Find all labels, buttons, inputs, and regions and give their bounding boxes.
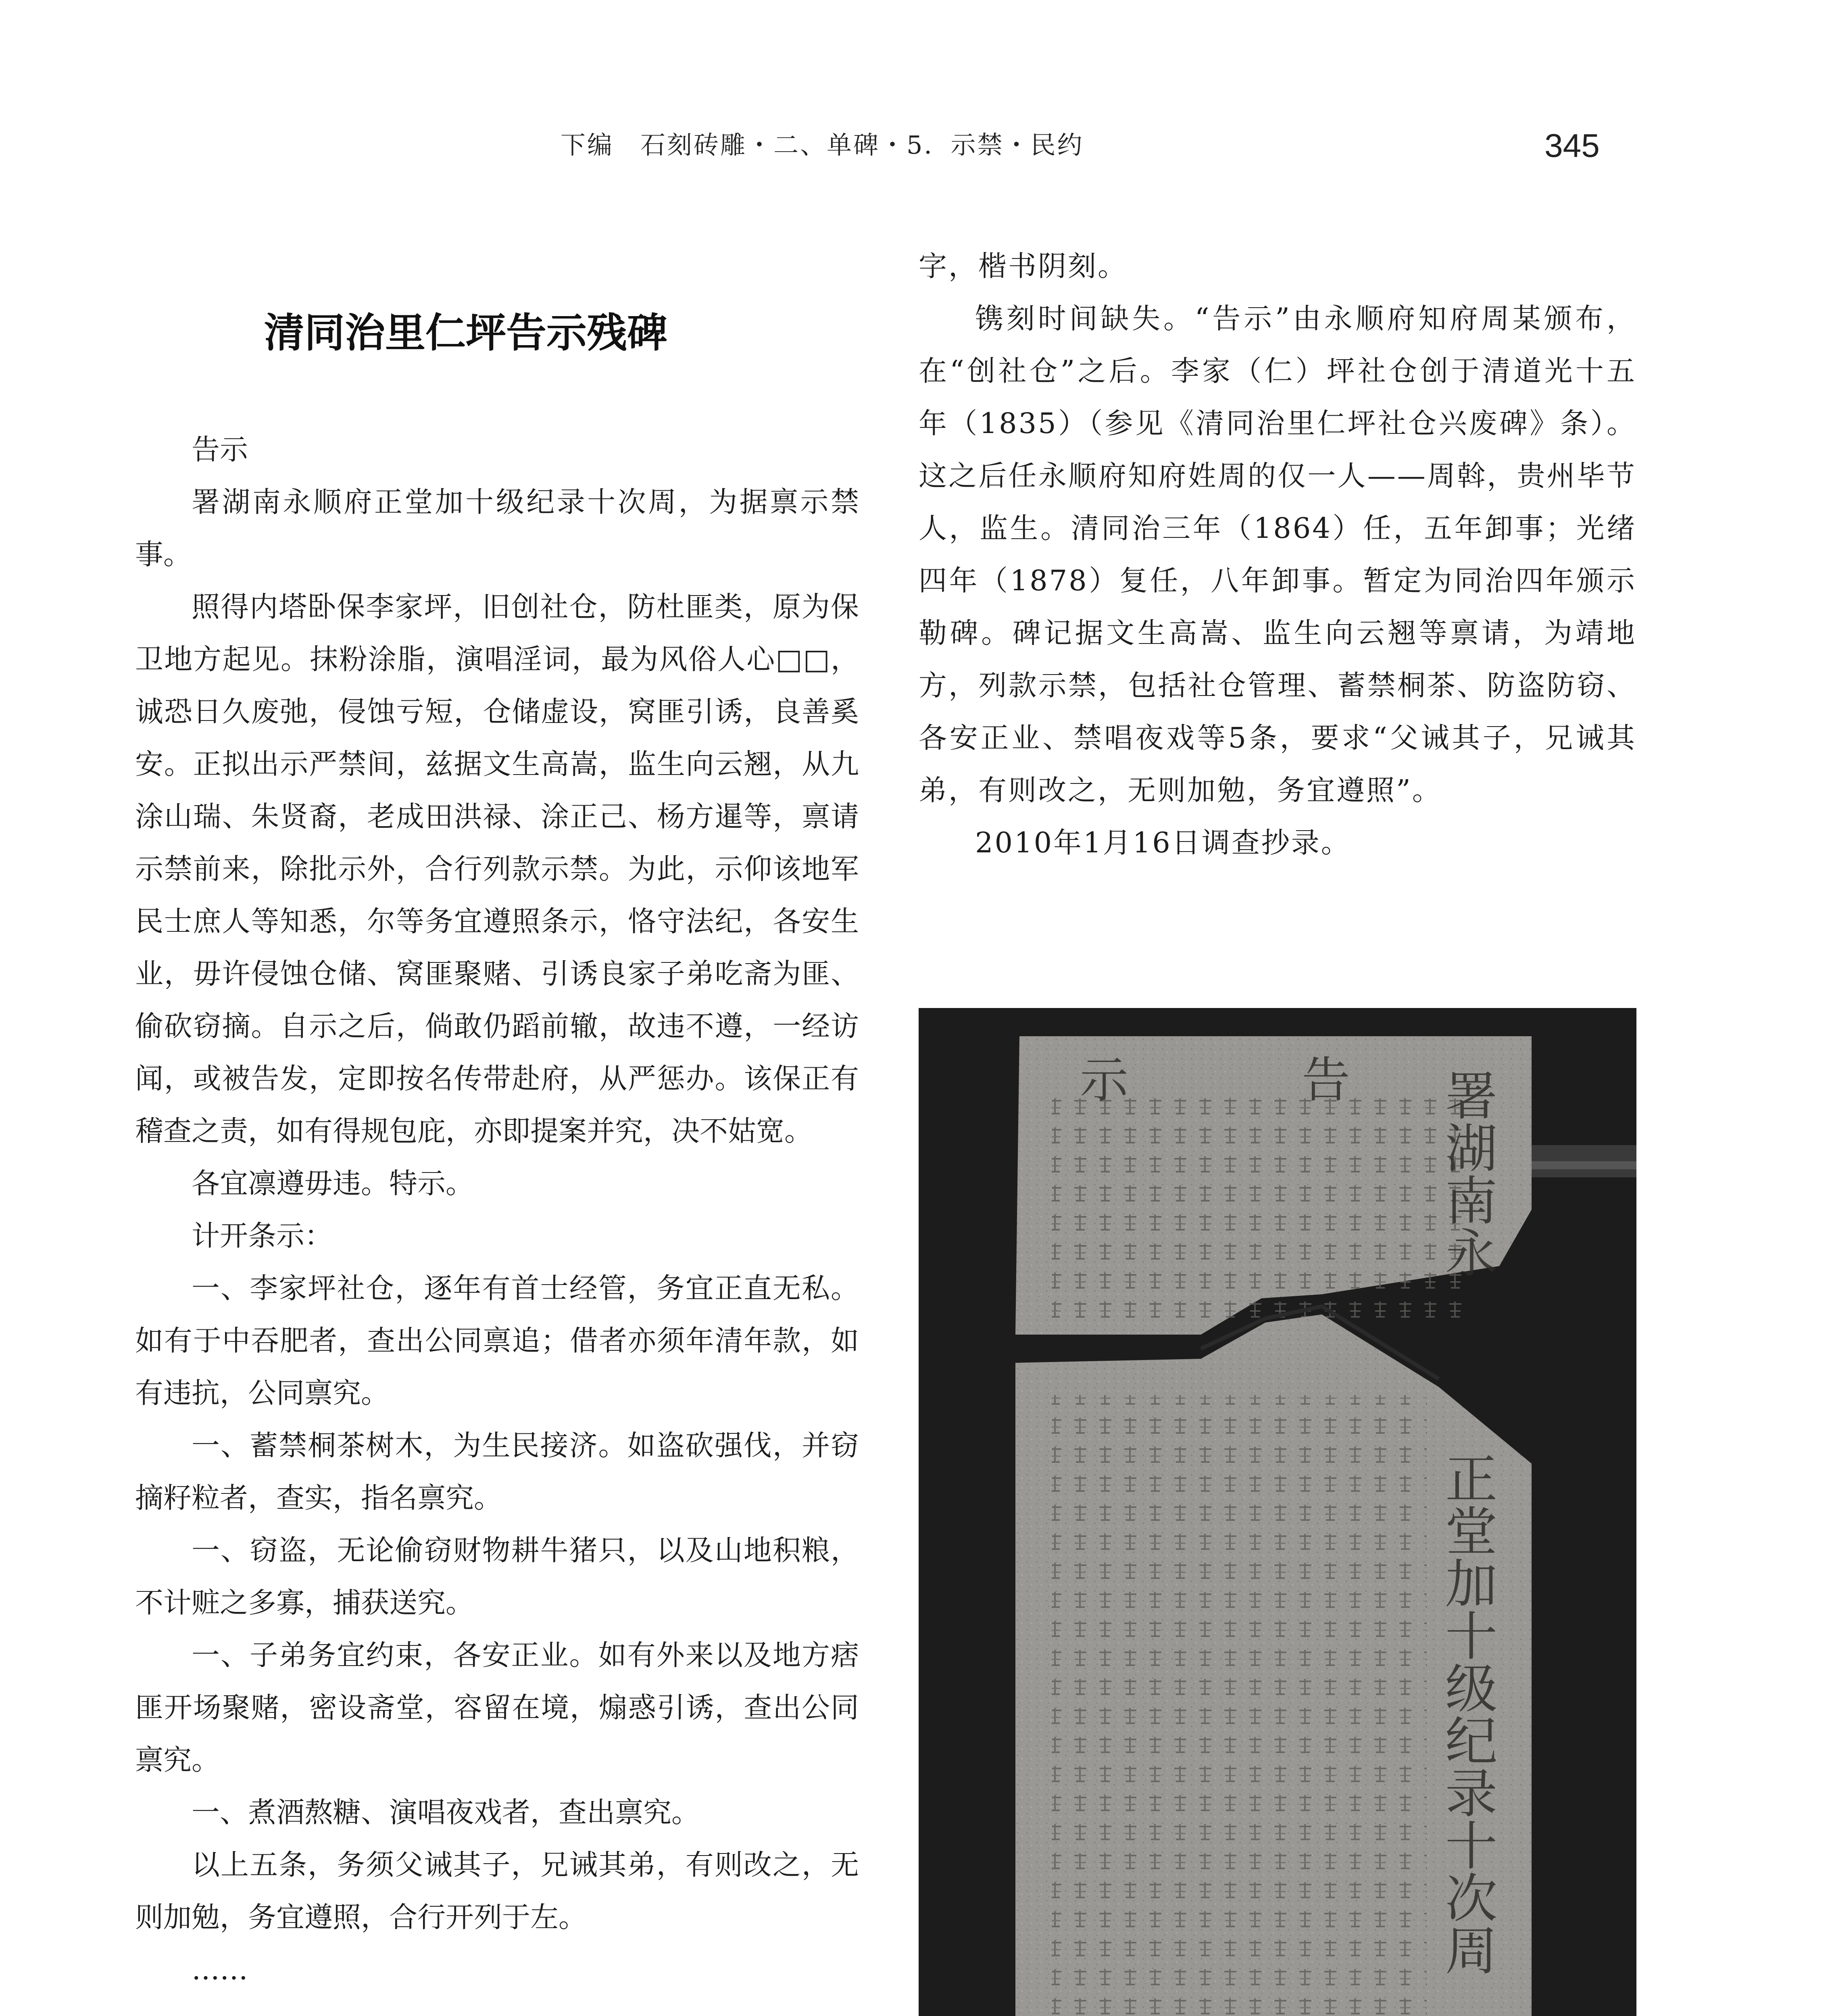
paragraph: 计开条示： — [192, 1219, 333, 1252]
survey-date: 2010年1月16日调查抄录。 — [975, 826, 1351, 859]
stele-illustration — [919, 1008, 1636, 2016]
stele-character: 署湖南永 — [1436, 1068, 1498, 1278]
stele-character: 示 — [1080, 1052, 1128, 1108]
paragraph: 照得内塔卧保李家坪，旧创社仓，防杜匪类，原为保卫地方起见。抹粉涂脂，演唱淫词，最为风俗人心□□，诚恐日久废弛，侵蚀亏短，仓储虚设，窝匪引诱，良善奚安。正拟出示严禁间，兹据文生高嵩，监生向云翘，从九涂山瑞、朱贤裔，老成田洪禄、涂正己、杨方暹等，禀请示禁前来，除批示外，合行列款示禁。为此，示仰该地军民士庶人等知悉，尔等务宜遵照条示，恪守法纪，各安生业，毋许侵蚀仓储、窝匪聚赌、引诱良家子弟吃斋为匪、偷砍窃摘。自示之后，倘敢仍蹈前辙，故违不遵，一经访闻，或被告发，定即按名传带赴府，从严惩办。该保正有稽查之责，如有得规包庇，亦即提案并究，决不姑宽。 — [135, 590, 859, 1148]
proclamation-text — [135, 423, 859, 1996]
stele-character: 正堂加十级纪录十次周 — [1436, 1452, 1498, 1976]
clause-item: 一、李家坪社仓，逐年有首士经管，务宜正直无私。如有于中吞肥者，查出公同禀追；借者亦须年清年款，如有违抗，公同禀究。 — [135, 1272, 859, 1410]
clause-item: 一、蓄禁桐茶树木，为生民接济。如盗砍强伐，并窃摘籽粒者，查实，指名禀究。 — [135, 1429, 859, 1514]
article-title: 清同治里仁坪告示残碑 — [264, 309, 667, 356]
paragraph: 镌刻时间缺失。“告示”由永顺府知府周某颁布，在“创社仓”之后。李家（仁）坪社仓创于清道光十五年（1835）（参见《清同治里仁坪社仓兴废碑》条）。这之后任永顺府知府姓周的仅一人——周斡，贵州毕节人，监生。清同治三年（1864）任，五年卸事；光绪四年（1878）复任，八年卸事。暂定为同治四年颁示勒碑。碑记据文生高嵩、监生向云翘等禀请，为靖地方，列款示禁，包括社仓管理、蓄禁桐茶、防盗防窃、各安正业、禁唱夜戏等5条，要求“父诫其子，兄诫其弟，有则改之，无则加勉，务宜遵照”。 — [919, 302, 1636, 807]
note-continuation: 字，楷书阴刻。 — [919, 250, 1128, 283]
clause-item: 一、煮酒熬糖、演唱夜戏者，查出禀究。 — [192, 1796, 700, 1829]
paragraph: 署湖南永顺府正堂加十级纪录十次周，为据禀示禁事。 — [135, 485, 859, 571]
page-number: 345 — [1544, 127, 1600, 164]
clause-item: 一、子弟务宜约束，各安正业。如有外来以及地方痞匪开场聚赌，密设斋堂，容留在境，煽惑引诱，查出公同禀究。 — [135, 1639, 859, 1776]
proclamation-heading: 告示 — [192, 433, 248, 466]
running-header-title: 下编 石刻砖雕・二、单碑・5．示禁・民约 — [561, 130, 1084, 160]
clause-item: 一、窃盗，无论偷窃财物耕牛猪只，以及山地积粮，不计赃之多寡，捕获送究。 — [135, 1534, 859, 1619]
stele-character: 告 — [1302, 1052, 1350, 1108]
commentary-text — [919, 240, 1636, 869]
paragraph: 以上五条，务须父诫其子，兄诫其弟，有则改之，无则加勉，务宜遵照，合行开列于左。 — [135, 1848, 859, 1934]
ellipsis: …… — [192, 1953, 248, 1986]
stele-photo — [919, 1008, 1636, 2016]
paragraph: 各宜凛遵毋违。特示。 — [192, 1167, 474, 1200]
